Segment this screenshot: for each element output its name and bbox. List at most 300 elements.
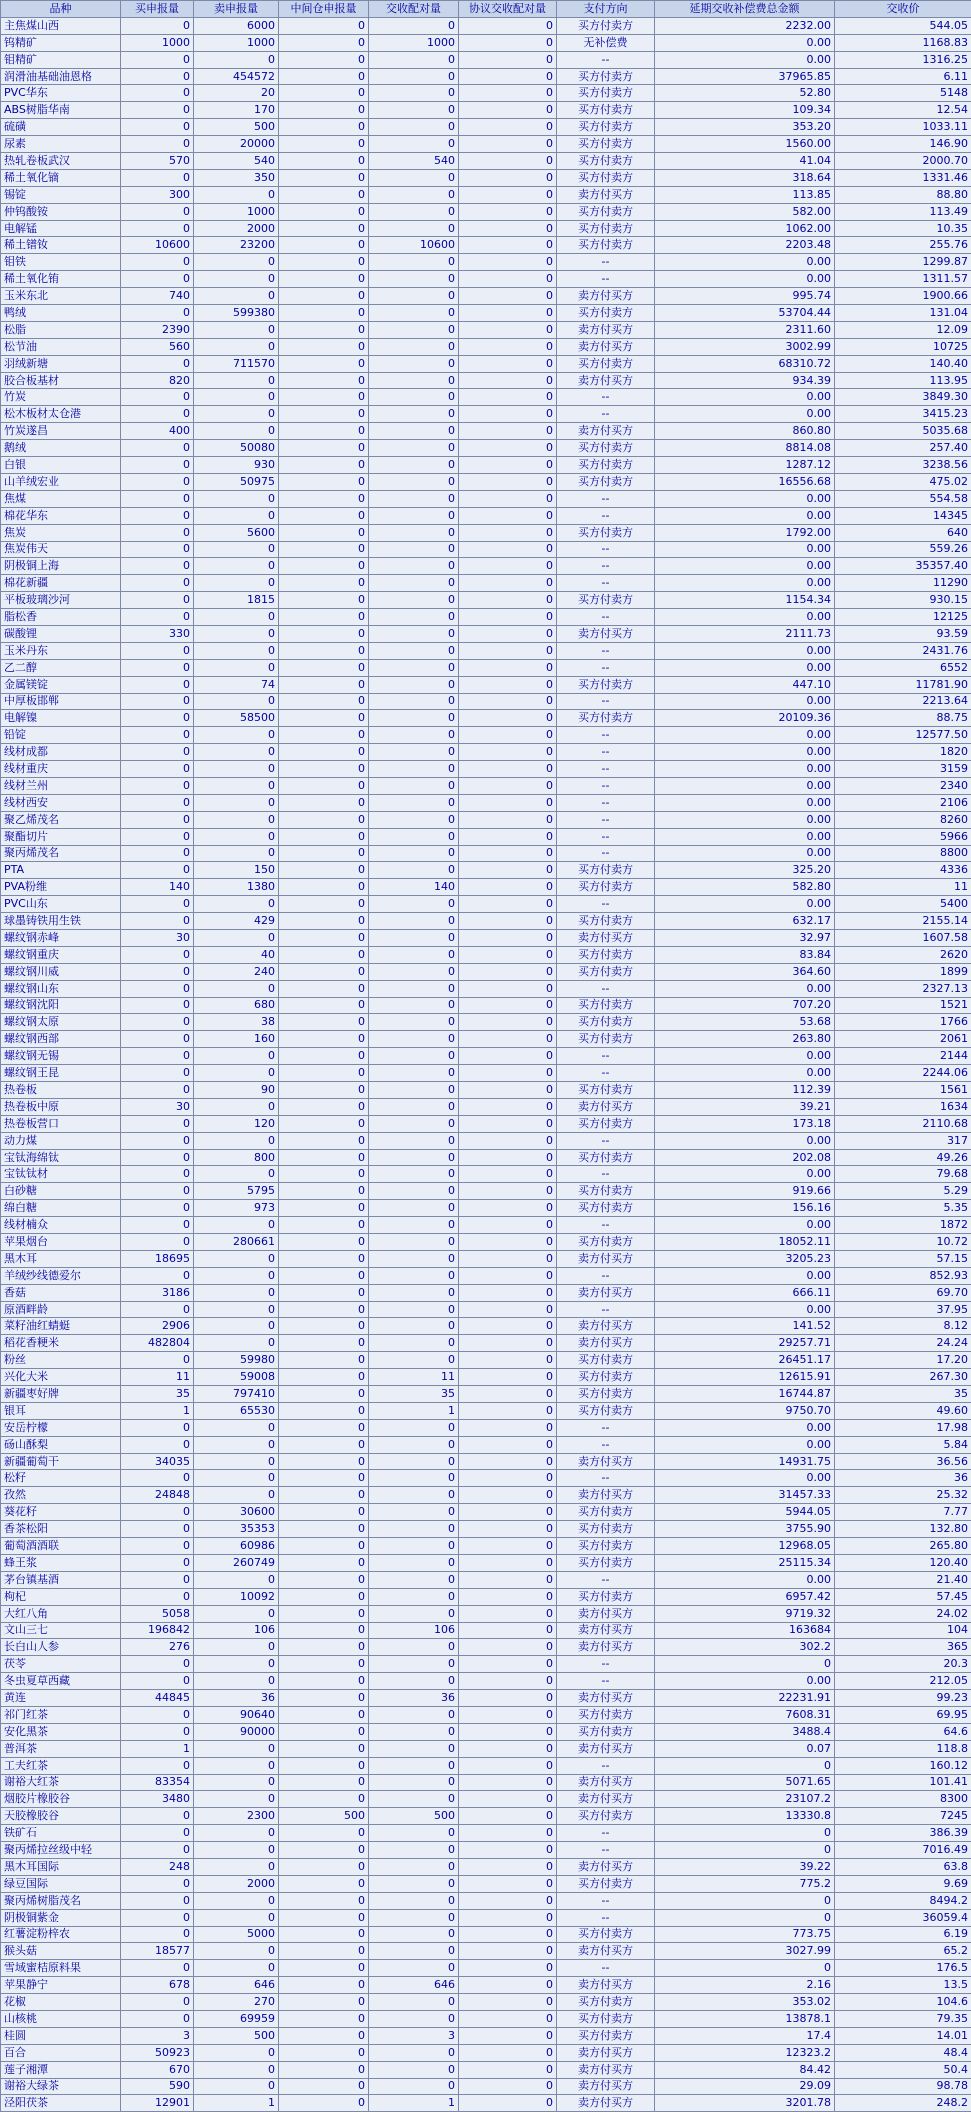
buy-declared-cell: 0	[121, 1504, 194, 1521]
payment-direction-cell: 卖方付买方	[557, 1639, 655, 1656]
payment-direction-cell: 买方付卖方	[557, 1554, 655, 1571]
intermediate-declared-cell: 0	[279, 710, 369, 727]
intermediate-declared-cell: 0	[279, 1115, 369, 1132]
payment-direction-cell: --	[557, 271, 655, 288]
payment-direction-cell: 买方付卖方	[557, 879, 655, 896]
variety-cell: 仲钨酸铵	[1, 203, 121, 220]
intermediate-declared-cell: 0	[279, 2095, 369, 2112]
sell-declared-cell: 0	[194, 1250, 279, 1267]
variety-cell: 热卷板	[1, 1082, 121, 1099]
delivery-matched-cell: 0	[369, 51, 459, 68]
table-row	[1, 1588, 971, 1605]
payment-direction-cell: 买方付卖方	[557, 1014, 655, 1031]
intermediate-declared-cell: 0	[279, 1098, 369, 1115]
payment-direction-cell: 买方付卖方	[557, 1234, 655, 1251]
delivery-matched-cell: 0	[369, 1217, 459, 1234]
variety-cell: 锡锭	[1, 186, 121, 203]
sell-declared-cell: 0	[194, 1217, 279, 1234]
table-row	[1, 473, 971, 490]
agreement-matched-cell: 0	[459, 1234, 557, 1251]
variety-cell: 松脂	[1, 321, 121, 338]
delivery-price-cell: 2061	[835, 1031, 971, 1048]
intermediate-declared-cell: 0	[279, 473, 369, 490]
table-row	[1, 946, 971, 963]
intermediate-declared-cell: 0	[279, 642, 369, 659]
table-row	[1, 153, 971, 170]
sell-declared-cell: 0	[194, 1842, 279, 1859]
delivery-price-cell: 267.30	[835, 1369, 971, 1386]
delivery-matched-cell: 0	[369, 119, 459, 136]
buy-declared-cell: 0	[121, 1183, 194, 1200]
payment-direction-cell: 买方付卖方	[557, 1538, 655, 1555]
delivery-matched-cell: 0	[369, 186, 459, 203]
table-row	[1, 1031, 971, 1048]
agreement-matched-cell: 0	[459, 1521, 557, 1538]
intermediate-declared-cell: 0	[279, 406, 369, 423]
variety-cell: 稀土氧化镝	[1, 169, 121, 186]
payment-direction-cell: 买方付卖方	[557, 2027, 655, 2044]
variety-cell: 阴极铜上海	[1, 558, 121, 575]
variety-cell: 螺纹钢川威	[1, 963, 121, 980]
agreement-matched-cell: 0	[459, 1436, 557, 1453]
variety-cell: 平板玻璃沙河	[1, 592, 121, 609]
agreement-matched-cell: 0	[459, 51, 557, 68]
sell-declared-cell: 2000	[194, 220, 279, 237]
variety-cell: 菜籽油红蜻蜓	[1, 1318, 121, 1335]
delivery-matched-cell: 0	[369, 1673, 459, 1690]
payment-direction-cell: 卖方付买方	[557, 2044, 655, 2061]
sell-declared-cell: 10092	[194, 1588, 279, 1605]
delivery-matched-cell: 0	[369, 1994, 459, 2011]
delivery-price-cell: 17.98	[835, 1419, 971, 1436]
delivery-price-cell: 146.90	[835, 136, 971, 153]
agreement-matched-cell: 0	[459, 625, 557, 642]
delivery-matched-cell: 0	[369, 17, 459, 34]
variety-cell: 鹅绒	[1, 440, 121, 457]
delivery-matched-cell: 0	[369, 1791, 459, 1808]
delivery-matched-cell: 106	[369, 1622, 459, 1639]
sell-declared-cell: 74	[194, 676, 279, 693]
delivery-matched-cell: 1	[369, 2095, 459, 2112]
table-row	[1, 811, 971, 828]
intermediate-declared-cell: 0	[279, 1335, 369, 1352]
variety-cell: 热卷板营口	[1, 1115, 121, 1132]
buy-declared-cell: 0	[121, 693, 194, 710]
intermediate-declared-cell: 0	[279, 1487, 369, 1504]
variety-cell: 稀土镨钕	[1, 237, 121, 254]
agreement-matched-cell: 0	[459, 490, 557, 507]
intermediate-declared-cell: 0	[279, 490, 369, 507]
agreement-matched-cell: 0	[459, 1065, 557, 1082]
sell-declared-cell: 5795	[194, 1183, 279, 1200]
intermediate-declared-cell: 0	[279, 1234, 369, 1251]
intermediate-declared-cell: 0	[279, 1825, 369, 1842]
variety-cell: 螺纹钢沈阳	[1, 997, 121, 1014]
variety-cell: PTA	[1, 862, 121, 879]
variety-cell: 稻花香粳米	[1, 1335, 121, 1352]
payment-direction-cell: 买方付卖方	[557, 1706, 655, 1723]
sell-declared-cell: 0	[194, 186, 279, 203]
delivery-matched-cell: 0	[369, 1200, 459, 1217]
intermediate-declared-cell: 0	[279, 1926, 369, 1943]
delivery-matched-cell: 0	[369, 507, 459, 524]
intermediate-declared-cell: 0	[279, 1014, 369, 1031]
table-row	[1, 1977, 971, 1994]
payment-direction-cell: 买方付卖方	[557, 440, 655, 457]
compensation-cell: 0.00	[655, 254, 835, 271]
variety-cell: 主焦煤山西	[1, 17, 121, 34]
agreement-matched-cell: 0	[459, 423, 557, 440]
table-header-row	[1, 1, 971, 18]
variety-cell: 白砂糖	[1, 1183, 121, 1200]
variety-cell: 线材成都	[1, 744, 121, 761]
sell-declared-cell: 240	[194, 963, 279, 980]
buy-declared-cell: 0	[121, 1470, 194, 1487]
compensation-cell: 0	[655, 1892, 835, 1909]
compensation-cell: 39.22	[655, 1858, 835, 1875]
agreement-matched-cell: 0	[459, 609, 557, 626]
delivery-price-cell: 852.93	[835, 1267, 971, 1284]
buy-declared-cell: 0	[121, 524, 194, 541]
variety-cell: PVC山东	[1, 896, 121, 913]
agreement-matched-cell: 0	[459, 845, 557, 862]
payment-direction-cell: --	[557, 1166, 655, 1183]
buy-declared-cell: 0	[121, 1757, 194, 1774]
buy-declared-cell: 0	[121, 963, 194, 980]
buy-declared-cell: 0	[121, 1875, 194, 1892]
delivery-price-cell: 118.8	[835, 1740, 971, 1757]
sell-declared-cell: 0	[194, 254, 279, 271]
payment-direction-cell: 卖方付买方	[557, 423, 655, 440]
agreement-matched-cell: 0	[459, 203, 557, 220]
sell-declared-cell: 1000	[194, 34, 279, 51]
sell-declared-cell: 0	[194, 828, 279, 845]
table-row	[1, 203, 971, 220]
intermediate-declared-cell: 0	[279, 1200, 369, 1217]
compensation-cell: 29257.71	[655, 1335, 835, 1352]
compensation-cell: 0.00	[655, 727, 835, 744]
variety-cell: 天胶橡胶谷	[1, 1808, 121, 1825]
variety-cell: 谢裕大绿茶	[1, 2078, 121, 2095]
intermediate-declared-cell: 0	[279, 1622, 369, 1639]
agreement-matched-cell: 0	[459, 1774, 557, 1791]
agreement-matched-cell: 0	[459, 440, 557, 457]
compensation-cell: 32.97	[655, 929, 835, 946]
delivery-matched-cell: 0	[369, 575, 459, 592]
payment-direction-cell: 卖方付买方	[557, 1335, 655, 1352]
payment-direction-cell: 买方付卖方	[557, 710, 655, 727]
agreement-matched-cell: 0	[459, 1149, 557, 1166]
compensation-cell: 325.20	[655, 862, 835, 879]
compensation-cell: 666.11	[655, 1284, 835, 1301]
compensation-cell: 0.00	[655, 558, 835, 575]
delivery-price-cell: 24.24	[835, 1335, 971, 1352]
delivery-matched-cell: 0	[369, 68, 459, 85]
intermediate-declared-cell: 0	[279, 963, 369, 980]
buy-declared-cell: 0	[121, 946, 194, 963]
agreement-matched-cell: 0	[459, 1588, 557, 1605]
compensation-cell: 0.00	[655, 609, 835, 626]
sell-declared-cell: 1380	[194, 879, 279, 896]
compensation-cell: 0	[655, 1825, 835, 1842]
sell-declared-cell: 1815	[194, 592, 279, 609]
sell-declared-cell: 65530	[194, 1402, 279, 1419]
variety-cell: 线材西安	[1, 794, 121, 811]
sell-declared-cell: 0	[194, 727, 279, 744]
buy-declared-cell: 0	[121, 1115, 194, 1132]
payment-direction-cell: --	[557, 1960, 655, 1977]
sell-declared-cell: 1	[194, 2095, 279, 2112]
buy-declared-cell: 0	[121, 659, 194, 676]
intermediate-declared-cell: 0	[279, 575, 369, 592]
header-buy-declared: 买申报量	[121, 1, 194, 18]
intermediate-declared-cell: 0	[279, 457, 369, 474]
delivery-price-cell: 13.5	[835, 1977, 971, 1994]
payment-direction-cell: --	[557, 1470, 655, 1487]
compensation-cell: 9750.70	[655, 1402, 835, 1419]
table-row	[1, 1639, 971, 1656]
buy-declared-cell: 0	[121, 811, 194, 828]
variety-cell: 葵花籽	[1, 1504, 121, 1521]
intermediate-declared-cell: 0	[279, 254, 369, 271]
intermediate-declared-cell: 0	[279, 541, 369, 558]
variety-cell: PVA粉维	[1, 879, 121, 896]
delivery-matched-cell: 0	[369, 676, 459, 693]
delivery-price-cell: 212.05	[835, 1673, 971, 1690]
buy-declared-cell: 50923	[121, 2044, 194, 2061]
buy-declared-cell: 140	[121, 879, 194, 896]
sell-declared-cell: 0	[194, 2078, 279, 2095]
buy-declared-cell: 0	[121, 17, 194, 34]
delivery-price-cell: 4336	[835, 862, 971, 879]
buy-declared-cell: 740	[121, 288, 194, 305]
delivery-matched-cell: 0	[369, 338, 459, 355]
compensation-cell: 14931.75	[655, 1453, 835, 1470]
table-row	[1, 1318, 971, 1335]
delivery-price-cell: 12.54	[835, 102, 971, 119]
variety-cell: 蜂王浆	[1, 1554, 121, 1571]
table-row	[1, 1402, 971, 1419]
buy-declared-cell: 1	[121, 1402, 194, 1419]
agreement-matched-cell: 0	[459, 913, 557, 930]
payment-direction-cell: 卖方付买方	[557, 625, 655, 642]
buy-declared-cell: 12901	[121, 2095, 194, 2112]
intermediate-declared-cell: 0	[279, 423, 369, 440]
buy-declared-cell: 0	[121, 676, 194, 693]
agreement-matched-cell: 0	[459, 1250, 557, 1267]
delivery-price-cell: 20.3	[835, 1656, 971, 1673]
payment-direction-cell: 买方付卖方	[557, 1082, 655, 1099]
variety-cell: 线材重庆	[1, 761, 121, 778]
variety-cell: 动力煤	[1, 1132, 121, 1149]
delivery-price-cell: 2431.76	[835, 642, 971, 659]
agreement-matched-cell: 0	[459, 541, 557, 558]
payment-direction-cell: 买方付卖方	[557, 1504, 655, 1521]
compensation-cell: 0.00	[655, 1267, 835, 1284]
compensation-cell: 16744.87	[655, 1386, 835, 1403]
table-row	[1, 1470, 971, 1487]
sell-declared-cell: 0	[194, 372, 279, 389]
buy-declared-cell: 0	[121, 1267, 194, 1284]
delivery-matched-cell: 0	[369, 727, 459, 744]
sell-declared-cell: 973	[194, 1200, 279, 1217]
table-row	[1, 1048, 971, 1065]
variety-cell: 竹炭	[1, 389, 121, 406]
table-row	[1, 1943, 971, 1960]
payment-direction-cell: 买方付卖方	[557, 1994, 655, 2011]
delivery-price-cell: 36.56	[835, 1453, 971, 1470]
delivery-matched-cell: 0	[369, 710, 459, 727]
delivery-matched-cell: 0	[369, 1605, 459, 1622]
buy-declared-cell: 11	[121, 1369, 194, 1386]
compensation-cell: 0.00	[655, 1301, 835, 1318]
table-row	[1, 896, 971, 913]
compensation-cell: 0.00	[655, 575, 835, 592]
delivery-price-cell: 101.41	[835, 1774, 971, 1791]
agreement-matched-cell: 0	[459, 1082, 557, 1099]
payment-direction-cell: 买方付卖方	[557, 169, 655, 186]
table-row	[1, 1200, 971, 1217]
table-row	[1, 2061, 971, 2078]
intermediate-declared-cell: 0	[279, 1436, 369, 1453]
agreement-matched-cell: 0	[459, 777, 557, 794]
agreement-matched-cell: 0	[459, 794, 557, 811]
intermediate-declared-cell: 0	[279, 1757, 369, 1774]
buy-declared-cell: 0	[121, 1706, 194, 1723]
variety-cell: 雪域蜜桔原料果	[1, 1960, 121, 1977]
delivery-matched-cell: 36	[369, 1690, 459, 1707]
compensation-cell: 23107.2	[655, 1791, 835, 1808]
table-row	[1, 1082, 971, 1099]
delivery-matched-cell: 0	[369, 1571, 459, 1588]
table-row	[1, 997, 971, 1014]
sell-declared-cell: 0	[194, 1048, 279, 1065]
compensation-cell: 3201.78	[655, 2095, 835, 2112]
compensation-cell: 18052.11	[655, 1234, 835, 1251]
agreement-matched-cell: 0	[459, 1858, 557, 1875]
delivery-matched-cell: 0	[369, 1082, 459, 1099]
sell-declared-cell: 0	[194, 625, 279, 642]
delivery-price-cell: 2110.68	[835, 1115, 971, 1132]
sell-declared-cell: 20000	[194, 136, 279, 153]
variety-cell: 螺纹钢重庆	[1, 946, 121, 963]
delivery-price-cell: 365	[835, 1639, 971, 1656]
compensation-cell: 5944.05	[655, 1504, 835, 1521]
compensation-cell: 22231.91	[655, 1690, 835, 1707]
buy-declared-cell: 0	[121, 254, 194, 271]
agreement-matched-cell: 0	[459, 1453, 557, 1470]
agreement-matched-cell: 0	[459, 1994, 557, 2011]
compensation-cell: 141.52	[655, 1318, 835, 1335]
variety-cell: 胶合板基材	[1, 372, 121, 389]
agreement-matched-cell: 0	[459, 1690, 557, 1707]
delivery-matched-cell: 0	[369, 490, 459, 507]
variety-cell: 工夫红茶	[1, 1757, 121, 1774]
delivery-matched-cell: 0	[369, 963, 459, 980]
intermediate-declared-cell: 0	[279, 1419, 369, 1436]
payment-direction-cell: 买方付卖方	[557, 913, 655, 930]
delivery-price-cell: 3415.23	[835, 406, 971, 423]
sell-declared-cell: 0	[194, 1487, 279, 1504]
delivery-price-cell: 1872	[835, 1217, 971, 1234]
delivery-price-cell: 5148	[835, 85, 971, 102]
delivery-matched-cell: 0	[369, 85, 459, 102]
payment-direction-cell: 买方付卖方	[557, 1808, 655, 1825]
compensation-cell: 0.00	[655, 1048, 835, 1065]
sell-declared-cell: 0	[194, 777, 279, 794]
intermediate-declared-cell: 0	[279, 1892, 369, 1909]
buy-declared-cell: 248	[121, 1858, 194, 1875]
variety-cell: PVC华东	[1, 85, 121, 102]
table-row	[1, 575, 971, 592]
delivery-price-cell: 5.84	[835, 1436, 971, 1453]
payment-direction-cell: 卖方付买方	[557, 372, 655, 389]
agreement-matched-cell: 0	[459, 1115, 557, 1132]
delivery-price-cell: 11	[835, 879, 971, 896]
delivery-price-cell: 2000.70	[835, 153, 971, 170]
compensation-cell: 83.84	[655, 946, 835, 963]
delivery-price-cell: 1561	[835, 1082, 971, 1099]
sell-declared-cell: 0	[194, 1673, 279, 1690]
variety-cell: 猴头菇	[1, 1943, 121, 1960]
table-row	[1, 1132, 971, 1149]
agreement-matched-cell: 0	[459, 1369, 557, 1386]
buy-declared-cell: 0	[121, 1554, 194, 1571]
sell-declared-cell: 454572	[194, 68, 279, 85]
agreement-matched-cell: 0	[459, 1048, 557, 1065]
table-row	[1, 1453, 971, 1470]
agreement-matched-cell: 0	[459, 575, 557, 592]
buy-declared-cell: 5058	[121, 1605, 194, 1622]
buy-declared-cell: 0	[121, 136, 194, 153]
delivery-matched-cell: 0	[369, 321, 459, 338]
payment-direction-cell: --	[557, 693, 655, 710]
compensation-cell: 1062.00	[655, 220, 835, 237]
table-row	[1, 1875, 971, 1892]
intermediate-declared-cell: 0	[279, 1723, 369, 1740]
delivery-matched-cell: 0	[369, 1639, 459, 1656]
sell-declared-cell: 0	[194, 1065, 279, 1082]
variety-cell: 茯苓	[1, 1656, 121, 1673]
buy-declared-cell: 330	[121, 625, 194, 642]
agreement-matched-cell: 0	[459, 1909, 557, 1926]
variety-cell: 聚丙烯茂名	[1, 845, 121, 862]
variety-cell: 电解镍	[1, 710, 121, 727]
table-row	[1, 321, 971, 338]
compensation-cell: 0	[655, 1960, 835, 1977]
agreement-matched-cell: 0	[459, 288, 557, 305]
intermediate-declared-cell: 0	[279, 85, 369, 102]
agreement-matched-cell: 0	[459, 2010, 557, 2027]
payment-direction-cell: --	[557, 1217, 655, 1234]
buy-declared-cell: 0	[121, 271, 194, 288]
delivery-matched-cell: 0	[369, 1487, 459, 1504]
intermediate-declared-cell: 0	[279, 1402, 369, 1419]
table-row	[1, 423, 971, 440]
agreement-matched-cell: 0	[459, 1352, 557, 1369]
buy-declared-cell: 0	[121, 1656, 194, 1673]
compensation-cell: 0.00	[655, 34, 835, 51]
payment-direction-cell: --	[557, 1757, 655, 1774]
table-row	[1, 355, 971, 372]
intermediate-declared-cell: 0	[279, 1284, 369, 1301]
compensation-cell: 0.00	[655, 811, 835, 828]
sell-declared-cell: 0	[194, 929, 279, 946]
delivery-matched-cell: 540	[369, 153, 459, 170]
agreement-matched-cell: 0	[459, 17, 557, 34]
delivery-price-cell: 93.59	[835, 625, 971, 642]
compensation-cell: 2111.73	[655, 625, 835, 642]
